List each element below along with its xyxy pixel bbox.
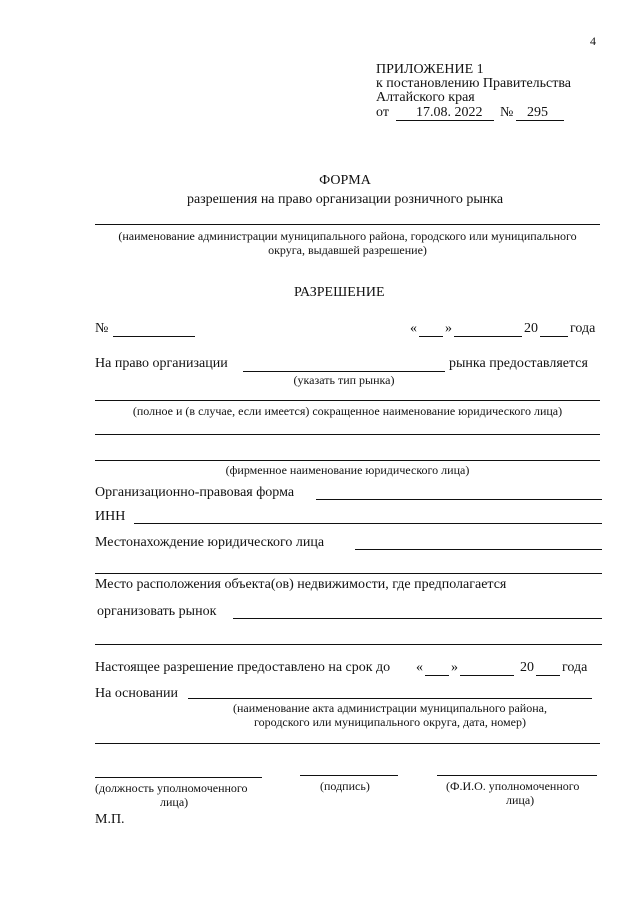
- term-close-quote: »: [451, 660, 458, 675]
- date-month-line[interactable]: [454, 336, 522, 337]
- basis-label: На основании: [95, 686, 178, 701]
- basis-caption2: городского или муниципального округа, дата, номер): [254, 715, 526, 729]
- inn-label: ИНН: [95, 509, 126, 524]
- signature-caption: (подпись): [320, 779, 370, 793]
- legal-name-line[interactable]: [95, 400, 600, 401]
- position-caption2: лица): [160, 795, 189, 809]
- fio-caption1: (Ф.И.О. уполномоченного: [446, 779, 580, 793]
- appendix-number: 295: [527, 105, 548, 120]
- page-number: 4: [590, 34, 596, 48]
- admin-caption-line1: (наименование администрации муниципального района, городского или муниципального: [118, 229, 577, 243]
- admin-name-line[interactable]: [95, 224, 600, 225]
- market-type-line[interactable]: [243, 371, 445, 372]
- location-label: Местонахождение юридического лица: [95, 535, 325, 550]
- legal-name-caption: (полное и (в случае, если имеется) сокращенное наименование юридического лица): [132, 404, 563, 418]
- date-century: 20: [524, 321, 538, 336]
- permit-title: РАЗРЕШЕНИЕ: [294, 285, 385, 300]
- fio-caption2: лица): [506, 793, 535, 807]
- basis-line2[interactable]: [95, 743, 600, 744]
- date-open-quote: «: [410, 321, 417, 336]
- admin-caption-line2: округа, выдавшей разрешение): [268, 243, 427, 257]
- basis-caption1: (наименование акта администрации муниципального района,: [233, 701, 547, 715]
- org-form-label: Организационно-правовая форма: [95, 485, 295, 500]
- legal-name-line2[interactable]: [95, 434, 600, 435]
- brand-name-caption: (фирменное наименование юридического лица): [225, 463, 470, 477]
- property-line[interactable]: [233, 618, 602, 619]
- term-century: 20: [520, 660, 534, 675]
- term-label: Настоящее разрешение предоставлено на срок до: [95, 660, 391, 675]
- appendix-title: ПРИЛОЖЕНИЕ 1: [376, 62, 484, 77]
- stamp-label: М.П.: [95, 812, 125, 827]
- form-title: ФОРМА: [319, 173, 371, 188]
- form-subtitle: разрешения на право организации розничного рынка: [186, 192, 504, 207]
- date-year-line[interactable]: [540, 336, 568, 337]
- permit-number-sign: №: [95, 321, 109, 336]
- brand-name-line[interactable]: [95, 460, 600, 461]
- inn-line[interactable]: [134, 523, 602, 524]
- location-line2[interactable]: [95, 573, 602, 574]
- fio-line[interactable]: [437, 775, 597, 776]
- location-line[interactable]: [355, 549, 602, 550]
- signature-line[interactable]: [300, 775, 398, 776]
- date-day-line[interactable]: [419, 336, 443, 337]
- term-open-quote: «: [416, 660, 423, 675]
- term-day-line[interactable]: [425, 675, 449, 676]
- date-year-word: года: [570, 321, 596, 336]
- appendix-date: 17.08. 2022: [416, 105, 483, 120]
- basis-line[interactable]: [188, 698, 592, 699]
- term-year-word: года: [562, 660, 588, 675]
- org-form-line[interactable]: [316, 499, 602, 500]
- permit-number-line[interactable]: [113, 336, 195, 337]
- right-suffix: рынка предоставляется: [449, 356, 588, 371]
- appendix-number-label: №: [500, 105, 514, 120]
- property-line2-field[interactable]: [95, 644, 602, 645]
- appendix-date-underline: [396, 120, 494, 121]
- market-type-caption: (указать тип рынка): [293, 373, 395, 387]
- right-label: На право организации: [95, 356, 228, 371]
- appendix-from-label: от: [376, 105, 389, 120]
- position-signature-line[interactable]: [95, 777, 262, 778]
- term-month-line[interactable]: [460, 675, 514, 676]
- date-close-quote: »: [445, 321, 452, 336]
- appendix-number-underline: [516, 120, 564, 121]
- term-year-line[interactable]: [536, 675, 560, 676]
- appendix-line2: Алтайского края: [376, 90, 475, 105]
- property-line2: организовать рынок: [97, 604, 217, 619]
- property-line1: Место расположения объекта(ов) недвижимости, где предполагается: [95, 577, 507, 592]
- appendix-line1: к постановлению Правительства: [376, 76, 572, 91]
- position-caption1: (должность уполномоченного: [95, 781, 248, 795]
